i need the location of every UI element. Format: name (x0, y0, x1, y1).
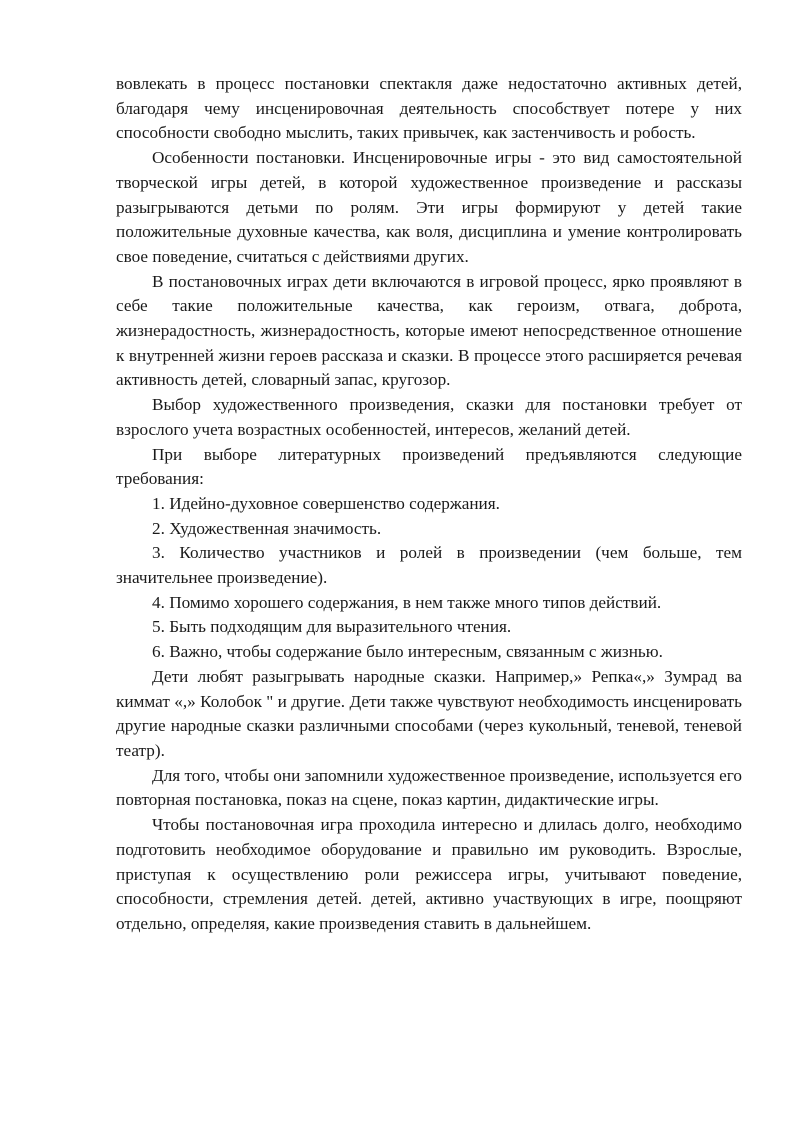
list-item-requirement-3: 3. Количество участников и ролей в произведении (чем больше, тем значительнее произведение). (116, 543, 742, 588)
list-item-requirement-5: 5. Быть подходящим для выразительного чтения. (152, 617, 512, 637)
list-item-requirement-1: 1. Идейно-духовное совершенство содержания. (152, 493, 500, 513)
paragraph-staging-games: В постановочных играх дети включаются в игровой процесс, ярко проявляют в себе такие положительные качества, как героизм, отвага, доброта, жизнерадостность, жизнерадостность, которые имеют непосредственное отношение к внутренней жизни героев рассказа и сказки. В процессе этого расширяется речевая активность детей, словарный запас, кругозор. (116, 271, 742, 390)
paragraph-memorization: Для того, чтобы они запомнили художественное произведение, используется его повторная постановка, показ на сцене, показ картин, дидактические игры. (116, 765, 742, 810)
paragraph-staging-features: Особенности постановки. Инсценировочные игры - это вид самостоятельной творческой игры детей, в которой художественное произведение и рассказы разыгрываются детьми по ролям. Эти игры формируют у детей такие положительные духовные качества, как воля, дисциплина и умение контролировать свое поведение, считаться с действиями других. (116, 148, 742, 266)
paragraph-game-direction: Чтобы постановочная игра проходила интересно и длилась долго, необходимо подготовить необходимое оборудование и правильно им руководить. Взрослые, приступая к осуществлению роли режиссера игры, учитывают поведение, способности, стремления детей. детей, активно участвующих в игре, поощряют отдельно, определяя, какие произведения ставить в дальнейшем. (116, 815, 742, 933)
list-item-requirement-6: 6. Важно, чтобы содержание было интересным, связанным с жизнью. (152, 642, 663, 662)
paragraph-choice-of-work: Выбор художественного произведения, сказки для постановки требует от взрослого учета возрастных особенностей, интересов, желаний детей. (116, 395, 742, 439)
list-item-requirement-4: 4. Помимо хорошего содержания, в нем также много типов действий. (152, 592, 662, 612)
paragraph-continuation: вовлекать в процесс постановки спектакля даже недостаточно активных детей, благодаря чему инсценировочная деятельность способствует потере у них способности свободно мыслить, таких привычек, как застенчивость и робость. (116, 74, 742, 143)
paragraph-folk-tales: Дети любят разыгрывать народные сказки. Например,» Репка«,» Зумрад ва киммат «,» Колобок " и другие. Дети также чувствуют необходимость инсценировать другие народные сказки различными способами (через кукольный, теневой, теневой театр). (116, 666, 742, 760)
list-item-requirement-2: 2. Художественная значимость. (152, 518, 382, 538)
document-page (116, 72, 742, 937)
paragraph-requirements-intro: При выборе литературных произведений предъявляются следующие требования: (116, 444, 742, 489)
